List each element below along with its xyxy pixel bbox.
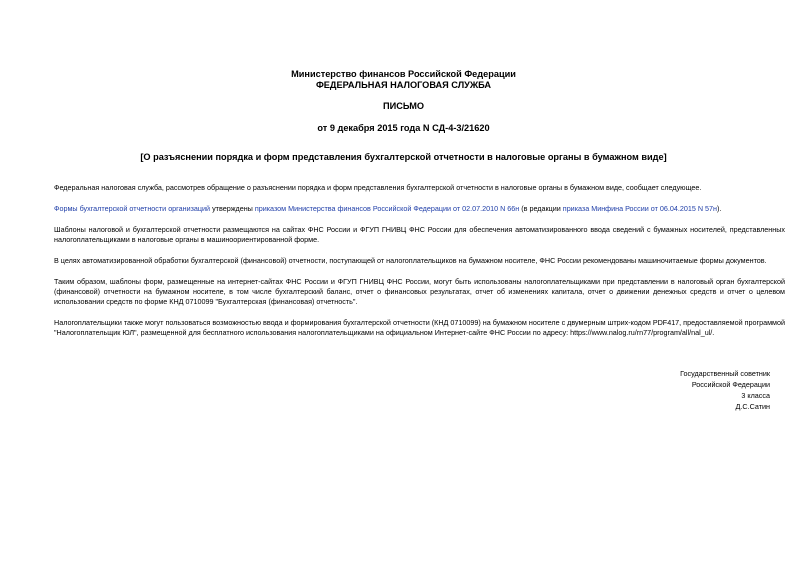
document-date-number: от 9 декабря 2015 года N СД-4-3/21620 [317, 123, 490, 133]
paragraph-5: Таким образом, шаблоны форм, размещенные на интернет-сайтах ФНС России и ФГУП ГНИВЦ ФНС России, могут быть использованы налогоплательщиками при представлении в налоговый орган бухгалтерской (финансовой) отчетности на бумажном носителе, в том числе бухгалтерский баланс, отчет о финансовых результатах, отчет об изменениях капитала, отчет о движении денежных средств и отчет о целевом использовании средств по форме КНД 0710099 "Бухгалтерская (финансовая) отчетность". [54, 277, 785, 307]
document-type: ПИСЬМО [382, 101, 425, 111]
service-name: ФЕДЕРАЛЬНАЯ НАЛОГОВАЯ СЛУЖБА [315, 80, 492, 90]
signatory-title-1: Государственный советник [680, 369, 770, 378]
signatory-title-2: Российской Федерации [691, 380, 770, 389]
paragraph-6: Налогоплательщики также могут пользоваться возможностью ввода и формирования бухгалтерской отчетности (КНД 0710099) на бумажном носителе с двумерным штрих-кодом PDF417, предоставляемой программой "Налогоплательщик ЮЛ", размещенной для бесплатного использования налогоплательщиками на официальном Интернет-сайте ФНС России по адресу: https://www.nalog.ru/rn77/program/all/nal_ul/. [54, 318, 785, 338]
paragraph-3: Шаблоны налоговой и бухгалтерской отчетности размещаются на сайтах ФНС России и ФГУП ГНИВЦ ФНС России для обеспечения автоматизированного ввода сведений с бумажных носителей, представленных налогоплательщиками в налоговые органы в машиноориентированной форме. [54, 225, 785, 245]
paragraph-2-text-3: ). [717, 204, 722, 213]
ministry-name: Министерство финансов Российской Федерации [291, 69, 516, 79]
signatory-name: Д.С.Сатин [735, 402, 770, 411]
link-minfin-order-66n[interactable]: приказом Министерства финансов Российской Федерации от 02.07.2010 N 66н [254, 204, 520, 213]
signatory-title-3: 3 класса [741, 391, 770, 400]
paragraph-2-text-1: утверждены [210, 204, 255, 213]
link-reporting-forms[interactable]: Формы бухгалтерской отчетности организаций [54, 204, 211, 213]
document-subject: [О разъяснении порядка и форм представления бухгалтерской отчетности в налоговые органы в бумажном виде] [140, 152, 667, 162]
paragraph-2-text-2: (в редакции [519, 204, 563, 213]
paragraph-2 [40, 204, 785, 214]
paragraph-4: В целях автоматизированной обработки бухгалтерской (финансовой) отчетности, поступающей от налогоплательщиков на бумажном носителе, ФНС России рекомендованы машиночитаемые формы документов. [54, 256, 767, 265]
paragraph-1: Федеральная налоговая служба, рассмотрев обращение о разъяснении порядка и форм представления бухгалтерской отчетности в налоговые органы в бумажном виде, сообщает следующее. [54, 183, 702, 192]
link-minfin-order-57n[interactable]: приказа Минфина России от 06.04.2015 N 57н [562, 204, 718, 213]
